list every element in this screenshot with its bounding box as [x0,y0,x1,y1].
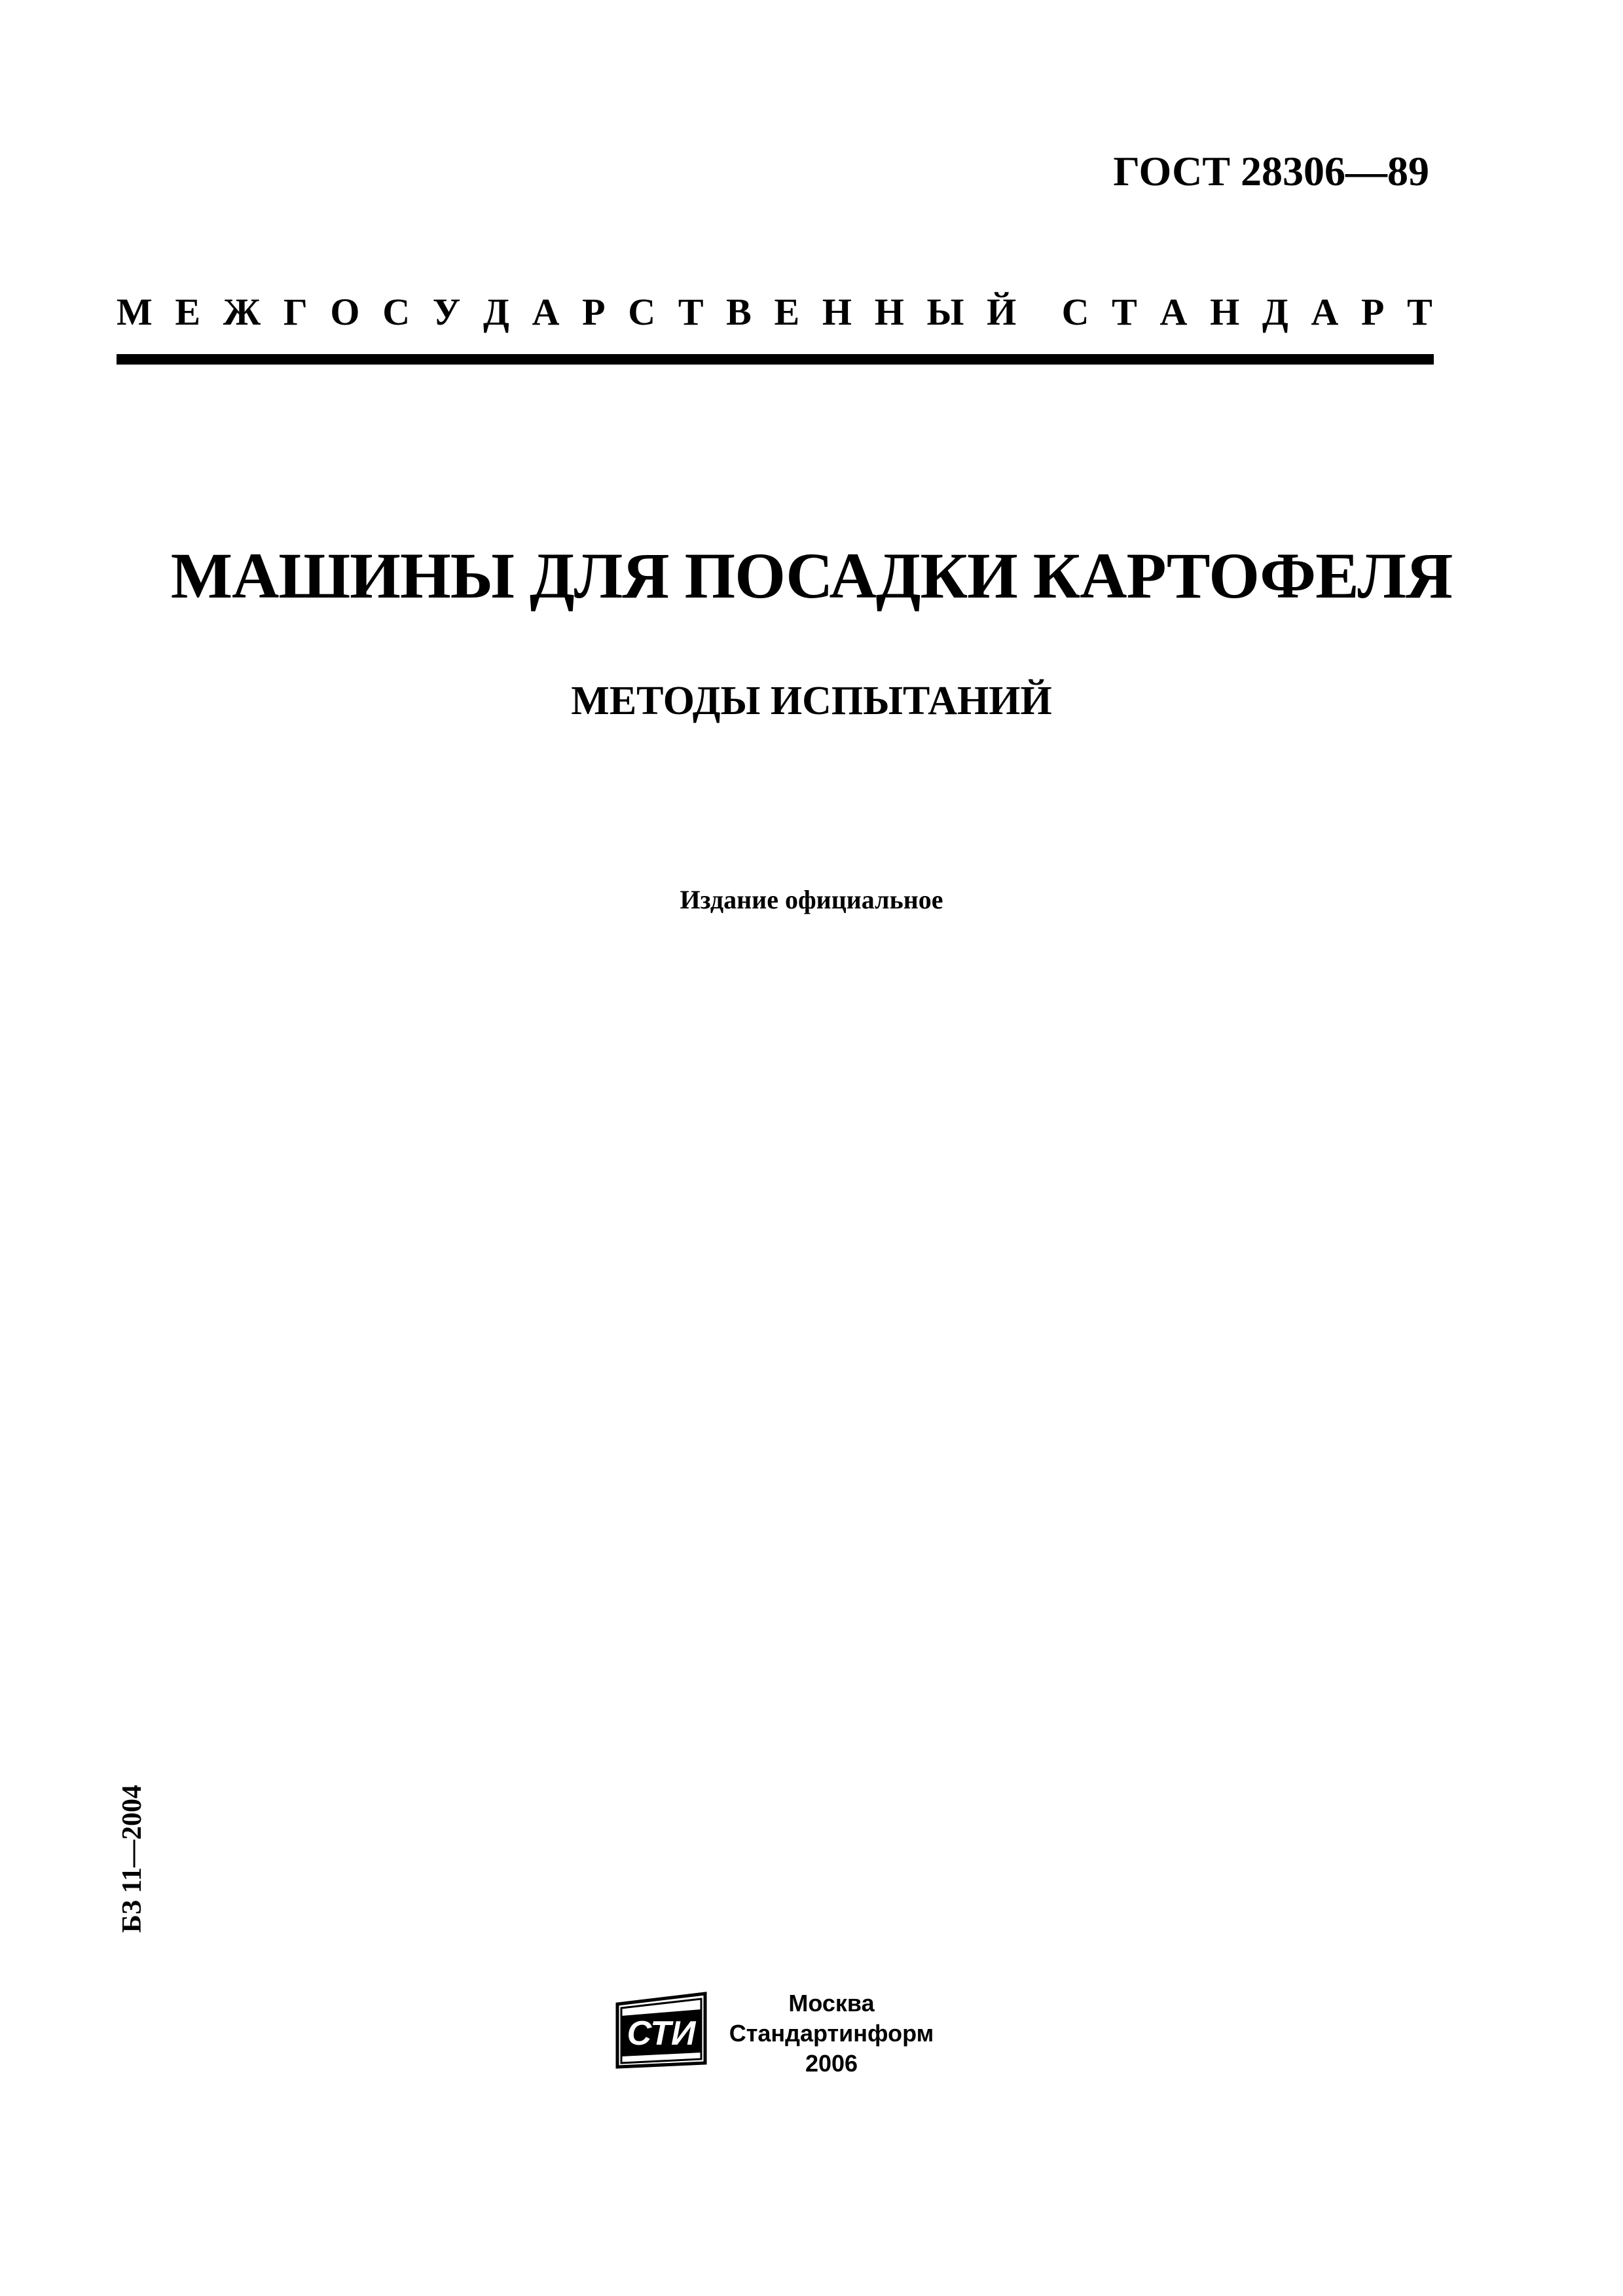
heading-letter: Н [1210,290,1240,333]
heading-letter: Н [822,290,852,333]
heading-rule [117,354,1434,365]
svg-text:СТИ: СТИ [627,2015,696,2053]
publisher-block [727,1988,936,2079]
heading-letter: Е [175,290,201,333]
heading-letter: М [117,290,153,333]
publisher-name: Стандартинформ [729,2020,934,2047]
heading-letter: А [532,290,560,333]
heading-letter: С [382,290,410,333]
heading-letter: Г [283,290,308,333]
heading-letter: Н [874,290,904,333]
heading-letter: Ы [926,290,964,333]
heading-letter: А [1311,290,1339,333]
publisher-city: Москва [788,1990,875,2017]
heading-letter: В [726,290,752,333]
heading-letter: Т [1112,290,1137,333]
heading-letter: Ж [223,290,261,333]
heading-letter: Д [1262,290,1288,333]
heading-letter: Р [582,290,606,333]
heading-letter: Д [483,290,509,333]
heading-letter: Й [987,290,1017,333]
heading-letter: Е [774,290,800,333]
side-code: БЗ 11—2004 [117,1784,147,1933]
edition-label: Издание официальное [680,885,943,914]
heading-letter: Т [1407,290,1432,333]
publisher-year: 2006 [805,2050,858,2077]
heading-letter: Т [678,290,704,333]
heading-letter: У [432,290,461,333]
heading-letter: Р [1361,290,1385,333]
gost-number: ГОСТ 28306—89 [1113,148,1429,194]
heading-letter: С [1061,290,1089,333]
document-subtitle: МЕТОДЫ ИСПЫТАНИЙ [571,679,1052,723]
heading-letter: О [330,290,360,333]
standard-type-heading [117,285,1432,338]
heading-letter: А [1159,290,1188,333]
publisher-logo-icon [612,1990,710,2071]
heading-letter: С [628,290,656,333]
document-title: МАШИНЫ ДЛЯ ПОСАДКИ КАРТОФЕЛЯ [170,539,1453,612]
